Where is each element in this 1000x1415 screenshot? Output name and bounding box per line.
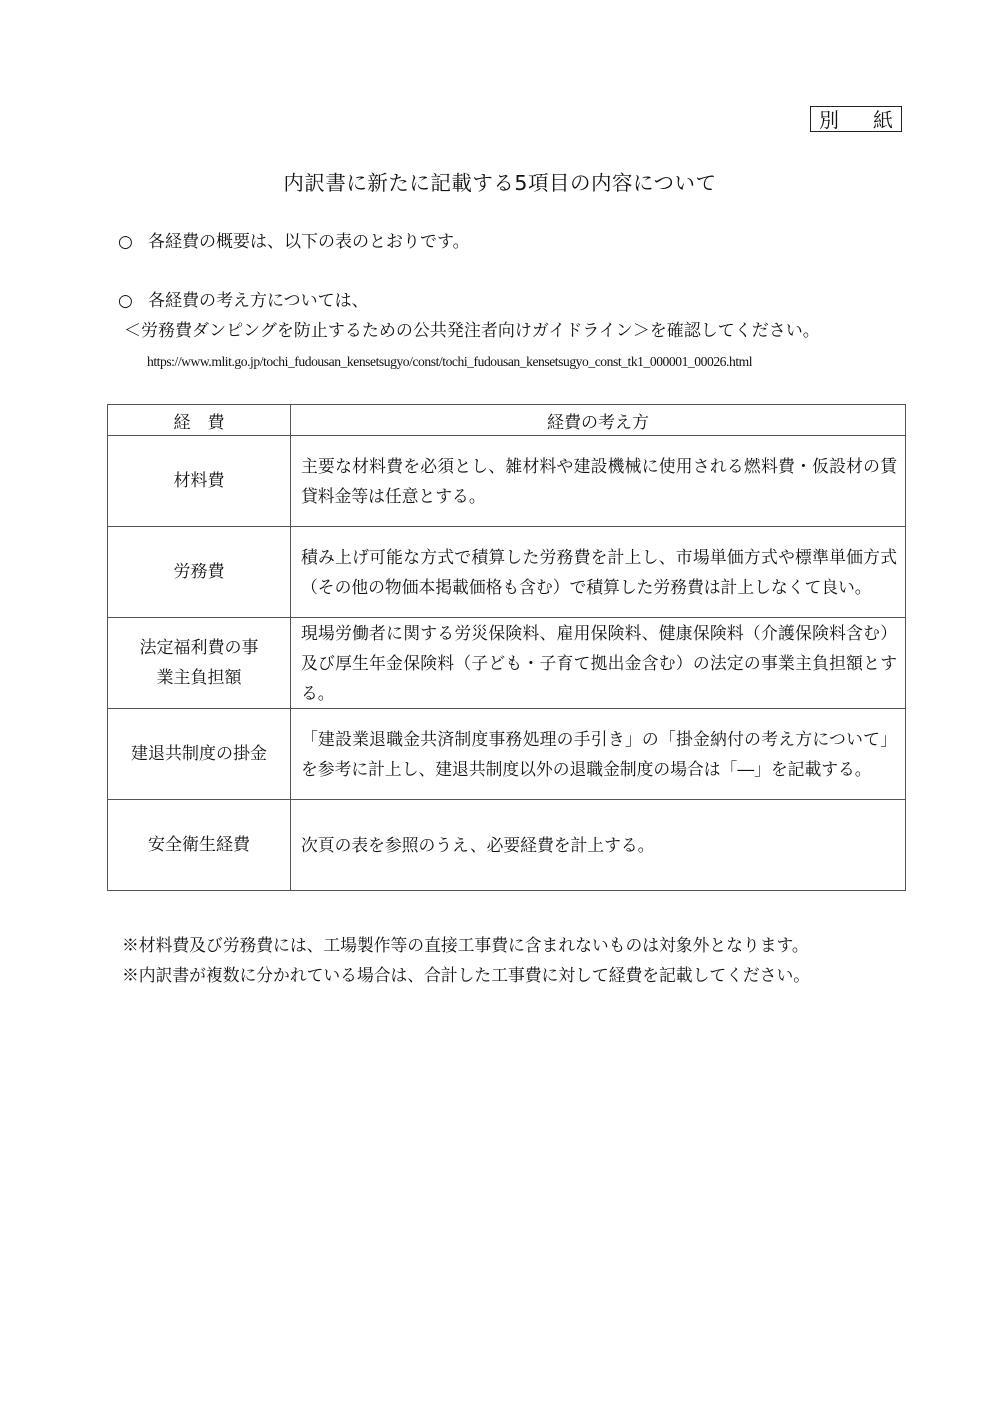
row-description: 「建設業退職金共済制度事務処理の手引き」の「掛金納付の考え方について」を参考に計上し、建退共制度以外の退職金制度の場合は「―」を記載する。 (291, 709, 906, 800)
table-header-row (108, 405, 906, 436)
attachment-badge (810, 106, 902, 132)
table-row (108, 800, 906, 891)
bullet-approach-text: 各経費の考え方については、 (148, 291, 369, 311)
circle-bullet-icon: ○ (118, 291, 133, 311)
header-expense: 経 費 (108, 405, 291, 436)
row-description: 主要な材料費を必須とし、雑材料や建設機械に使用される燃料費・仮設材の賃貸料金等は任意とする。 (291, 436, 906, 527)
row-name: 安全衛生経費 (108, 800, 291, 891)
bullet-approach (118, 288, 369, 314)
row-name: 法定福利費の事業主負担額 (108, 618, 291, 709)
row-description: 次頁の表を参照のうえ、必要経費を計上する。 (291, 800, 906, 891)
table-row (108, 527, 906, 618)
row-name: 労務費 (108, 527, 291, 618)
guideline-url-link[interactable]: https://www.mlit.go.jp/tochi_fudousan_kensetsugyo/const/tochi_fudousan_kensetsugyo_const_tk1_000001_00026.html (147, 354, 753, 369)
footnote: ※材料費及び労務費には、工場製作等の直接工事費に含まれないものは対象外となります。 (122, 935, 809, 955)
bullet-overview (118, 229, 470, 255)
badge-char-2: 紙 (873, 108, 893, 132)
badge-char-1: 別 (819, 108, 839, 132)
row-description: 積み上げ可能な方式で積算した労務費を計上し、市場単価方式や標準単価方式（その他の物価本掲載価格も含む）で積算した労務費は計上しなくて良い。 (291, 527, 906, 618)
row-name: 建退共制度の掛金 (108, 709, 291, 800)
bullet-overview-text: 各経費の概要は、以下の表のとおりです。 (148, 232, 470, 252)
expense-table (107, 404, 906, 891)
table-row (108, 709, 906, 800)
footnotes (122, 930, 810, 990)
header-approach: 経費の考え方 (291, 405, 906, 436)
table-row (108, 436, 906, 527)
footnote: ※内訳書が複数に分かれている場合は、合計した工事費に対して経費を記載してください。 (122, 965, 811, 985)
row-name: 材料費 (108, 436, 291, 527)
circle-bullet-icon: ○ (118, 232, 133, 252)
row-description: 現場労働者に関する労災保険料、雇用保険料、健康保険料（介護保険料含む）及び厚生年金保険料（子ども・子育て拠出金含む）の法定の事業主負担額とする。 (291, 618, 906, 709)
page-title: 内訳書に新たに記載する5項目の内容について (283, 171, 717, 195)
table-row (108, 618, 906, 709)
guideline-reference: ＜労務費ダンピングを防止するための公共発注者向けガイドライン＞を確認してください。 (124, 321, 820, 341)
